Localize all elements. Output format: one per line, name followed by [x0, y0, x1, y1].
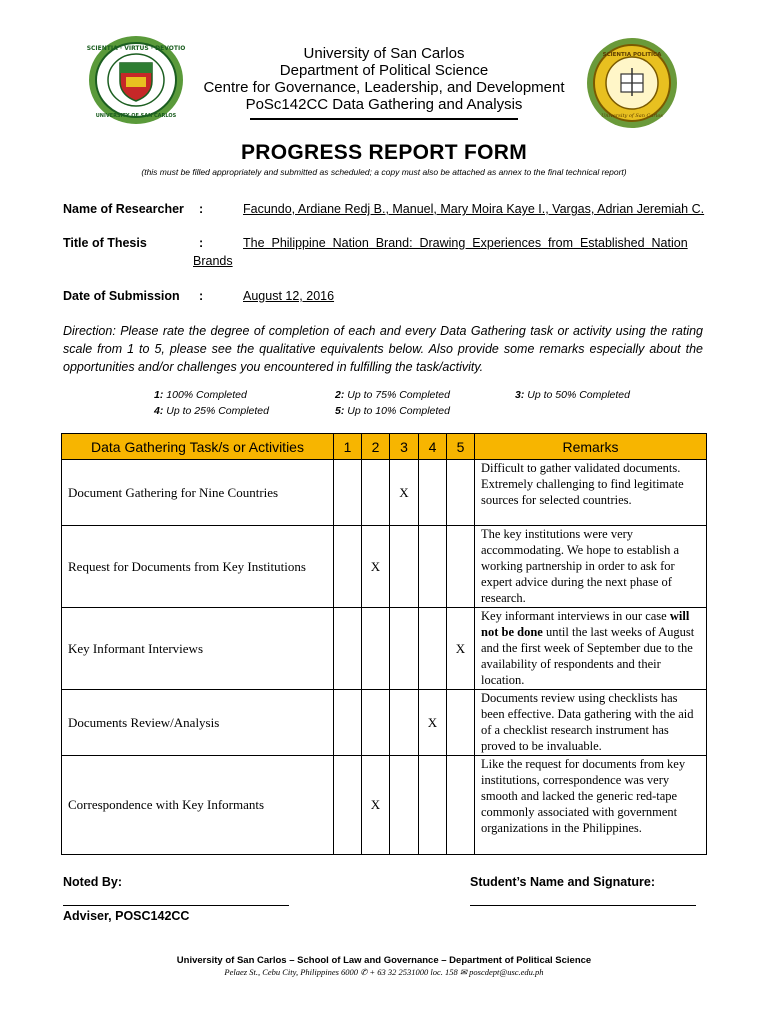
- rating-3-header: 3: [390, 434, 419, 460]
- letterhead: [160, 45, 608, 113]
- task-cell: Document Gathering for Nine Countries: [62, 460, 334, 526]
- researcher-colon: :: [199, 202, 204, 216]
- adviser-label: Adviser, POSC142CC: [63, 909, 190, 923]
- rating-cell: [390, 690, 419, 756]
- task-cell: Documents Review/Analysis: [62, 690, 334, 756]
- footer-institution: University of San Carlos – School of Law and Governance – Department of Political Science: [176, 955, 592, 966]
- course-name: PoSc142CC Data Gathering and Analysis: [245, 96, 523, 113]
- rating-cell: [447, 526, 475, 608]
- university-name: University of San Carlos: [303, 45, 465, 62]
- rating-cell: [419, 460, 447, 526]
- rating-4-header: 4: [419, 434, 447, 460]
- emphasis-text: will not be done: [481, 609, 690, 639]
- remarks-cell: Key informant interviews in our case will not be done until the last weeks of August and the first week of September due to the availability of respondents and their location.: [475, 608, 707, 690]
- researcher-value: Facundo, Ardiane Redj B., Manuel, Mary Moira Kaye I., Vargas, Adrian Jeremiah C.: [243, 202, 705, 216]
- svg-text:University of San Carlos: University of San Carlos: [601, 113, 663, 119]
- svg-text:SCIENTIA · VIRTUS · DEVOTIO: SCIENTIA · VIRTUS · DEVOTIO: [86, 45, 186, 52]
- scale-4: 4: Up to 25% Completed: [154, 405, 269, 417]
- task-cell: Correspondence with Key Informants: [62, 756, 334, 855]
- table-header-row: [62, 434, 707, 460]
- adviser-signature-line: [63, 905, 289, 906]
- rating-cell: [390, 526, 419, 608]
- thesis-label: Title of Thesis: [63, 236, 147, 250]
- noted-by-label: Noted By:: [63, 875, 123, 889]
- rating-mark: X: [362, 526, 390, 608]
- student-signature-line: [470, 905, 696, 906]
- centre-name: Centre for Governance, Leadership, and Development: [203, 79, 565, 96]
- table-row: [62, 690, 707, 756]
- rating-cell: [419, 756, 447, 855]
- rating-cell: [419, 526, 447, 608]
- scale-3: 3: Up to 50% Completed: [515, 389, 630, 401]
- thesis-colon: :: [199, 236, 204, 250]
- rating-cell: [419, 608, 447, 690]
- rating-cell: [362, 608, 390, 690]
- table-row: [62, 460, 707, 526]
- form-title: PROGRESS REPORT FORM: [240, 141, 528, 164]
- scale-5: 5: Up to 10% Completed: [335, 405, 450, 417]
- rating-cell: [362, 460, 390, 526]
- rating-1-header: 1: [334, 434, 362, 460]
- rating-mark: X: [362, 756, 390, 855]
- remarks-cell: Difficult to gather validated documents. Extremely challenging to find legitimate sources for selected countries.: [475, 460, 707, 526]
- rating-cell: [362, 690, 390, 756]
- svg-text:SCIENTIA POLITICA: SCIENTIA POLITICA: [602, 52, 662, 58]
- rating-mark: X: [419, 690, 447, 756]
- table-row: [62, 608, 707, 690]
- date-label: Date of Submission: [63, 289, 180, 303]
- rating-cell: [334, 608, 362, 690]
- header-divider: [250, 118, 518, 120]
- rating-cell: [334, 460, 362, 526]
- task-cell: Request for Documents from Key Institutions: [62, 526, 334, 608]
- footer-contact: Pelaez St., Cebu City, Philippines 6000 ✆ + 63 32 2531000 loc. 158 ✉ poscdept@usc.edu.ph: [224, 967, 544, 977]
- rating-2-header: 2: [362, 434, 390, 460]
- rating-cell: [447, 690, 475, 756]
- remarks-cell: Documents review using checklists has been effective. Data gathering with the aid of a checklist research instrument has proved to be invaluable.: [475, 690, 707, 756]
- rating-mark: X: [390, 460, 419, 526]
- scale-2: 2: Up to 75% Completed: [335, 389, 450, 401]
- student-signature-label: Student’s Name and Signature:: [470, 875, 655, 889]
- date-value: August 12, 2016: [243, 289, 335, 303]
- rating-cell: [334, 526, 362, 608]
- rating-cell: [334, 690, 362, 756]
- task-column-header: Data Gathering Task/s or Activities: [62, 434, 334, 460]
- remarks-cell: Like the request for documents from key institutions, correspondence was very smooth and lacked the generic red-tape commonly associated with government organizations in the Philippines.: [475, 756, 707, 855]
- progress-table: [61, 433, 707, 855]
- rating-cell: [447, 756, 475, 855]
- direction-text: Direction: Please rate the degree of completion of each and every Data Gathering task or activity using the rating scale from 1 to 5, please see the qualitative equivalents below. Also provide some remarks especially about the opportunities and/or challenges you encountered in fulfilling the task/activity.: [63, 324, 703, 374]
- table-row: [62, 526, 707, 608]
- researcher-label: Name of Researcher: [63, 202, 184, 216]
- remarks-cell: The key institutions were very accommodating. We hope to establish a working partnership in order to ask for expert advice during the next phase of research.: [475, 526, 707, 608]
- department-name: Department of Political Science: [279, 62, 489, 79]
- form-subtitle: (this must be filled appropriately and submitted as scheduled; a copy must also be attached as annex to the final technical report): [141, 167, 627, 177]
- thesis-value-cont: Brands: [193, 254, 233, 268]
- thesis-value: The Philippine Nation Brand: Drawing Experiences from Established Nation: [243, 236, 688, 250]
- rating-cell: [447, 460, 475, 526]
- svg-text:UNIVERSITY OF SAN CARLOS: UNIVERSITY OF SAN CARLOS: [95, 113, 177, 119]
- rating-mark: X: [447, 608, 475, 690]
- remarks-column-header: Remarks: [475, 434, 707, 460]
- task-cell: Key Informant Interviews: [62, 608, 334, 690]
- rating-cell: [390, 608, 419, 690]
- rating-cell: [390, 756, 419, 855]
- rating-5-header: 5: [447, 434, 475, 460]
- table-row: [62, 756, 707, 855]
- date-colon: :: [199, 289, 204, 303]
- rating-cell: [334, 756, 362, 855]
- scale-1: 1: 100% Completed: [154, 389, 247, 401]
